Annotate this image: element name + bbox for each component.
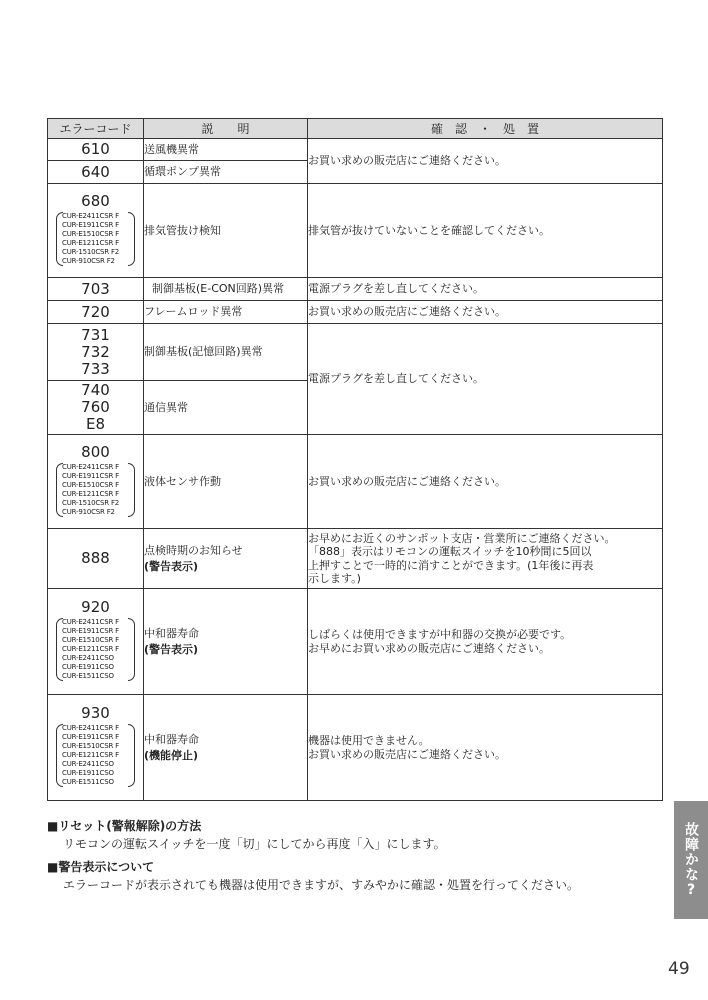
error-code: 800 CUR-E2411CSR F CUR-E1911CSR F CUR-E1510CSR F CUR-E1211CSR F CUR-1510CSR F2 CUR-910CSR F2 — [48, 435, 144, 529]
page-number: 49 — [668, 959, 690, 979]
table-row — [48, 529, 663, 589]
error-code: 610 — [48, 139, 144, 161]
table-row — [48, 139, 663, 161]
error-description: 通信異常 — [144, 381, 308, 435]
error-code: 731 732 733 — [48, 324, 144, 381]
error-action: お買い求めの販売店にご連絡ください。 — [308, 139, 663, 184]
error-description: 排気管抜け検知 — [144, 184, 308, 278]
model-list: CUR-E2411CSR F CUR-E1911CSR F CUR-E1510CSR F CUR-E1211CSR F CUR-E2411CSO CUR-E1911CSO CUR-E1511CSO — [56, 618, 135, 681]
error-code: 888 — [48, 529, 144, 589]
error-action: お早めにお近くのサンポット支店・営業所にご連絡ください。 「888」表示はリモコンの運転スイッチを10秒間に5回以 上押すことで一時的に消すことができます。(1年後に再表 示します。) — [308, 529, 663, 589]
error-code: 680 CUR-E2411CSR F CUR-E1911CSR F CUR-E1510CSR F CUR-E1211CSR F CUR-1510CSR F2 CUR-910CSR F2 — [48, 184, 144, 278]
error-action: 電源プラグを差し直してください。 — [308, 324, 663, 435]
reset-body: リモコンの運転スイッチを一度「切」にしてから再度「入」にします。 — [63, 837, 446, 851]
header-description: 説 明 — [144, 119, 308, 139]
table-header-row — [48, 119, 663, 139]
error-code: 930 CUR-E2411CSR F CUR-E1911CSR F CUR-E1510CSR F CUR-E1211CSR F CUR-E2411CSO CUR-E1911CSO CUR-E1511CSO — [48, 695, 144, 801]
error-action: しばらくは使用できますが中和器の交換が必要です。 お早めにお買い求めの販売店にご連絡ください。 — [308, 589, 663, 695]
table-row — [48, 278, 663, 301]
error-description: 液体センサ作動 — [144, 435, 308, 529]
error-code: 740 760 E8 — [48, 381, 144, 435]
error-description: 点検時期のお知らせ (警告表示) — [144, 529, 308, 589]
notes-section — [47, 818, 667, 900]
table-row — [48, 435, 663, 529]
table-row — [48, 184, 663, 278]
error-description: 送風機異常 — [144, 139, 308, 161]
error-action: 機器は使用できません。 お買い求めの販売店にご連絡ください。 — [308, 695, 663, 801]
error-description: 中和器寿命 (機能停止) — [144, 695, 308, 801]
header-action: 確 認 ・ 処 置 — [308, 119, 663, 139]
error-action: お買い求めの販売店にご連絡ください。 — [308, 435, 663, 529]
model-list: CUR-E2411CSR F CUR-E1911CSR F CUR-E1510CSR F CUR-E1211CSR F CUR-1510CSR F2 CUR-910CSR F2 — [56, 212, 135, 266]
error-description: 制御基板(E-CON回路)異常 — [144, 278, 308, 301]
error-code: 640 — [48, 161, 144, 184]
section-tab: 故障かな? — [674, 801, 708, 919]
table-row — [48, 695, 663, 801]
error-code-table — [47, 118, 663, 801]
error-code: 920 CUR-E2411CSR F CUR-E1911CSR F CUR-E1510CSR F CUR-E1211CSR F CUR-E2411CSO CUR-E1911CSO CUR-E1511CSO — [48, 589, 144, 695]
header-error-code: エラーコード — [48, 119, 144, 139]
model-list: CUR-E2411CSR F CUR-E1911CSR F CUR-E1510CSR F CUR-E1211CSR F CUR-1510CSR F2 CUR-910CSR F2 — [56, 463, 135, 517]
error-action: 排気管が抜けていないことを確認してください。 — [308, 184, 663, 278]
error-action: お買い求めの販売店にご連絡ください。 — [308, 301, 663, 324]
error-description: 制御基板(記憶回路)異常 — [144, 324, 308, 381]
model-list: CUR-E2411CSR F CUR-E1911CSR F CUR-E1510CSR F CUR-E1211CSR F CUR-E2411CSO CUR-E1911CSO CUR-E1511CSO — [56, 724, 135, 787]
reset-heading: ■リセット(警報解除)の方法 — [47, 819, 202, 833]
error-description: 循環ポンプ異常 — [144, 161, 308, 184]
error-code: 720 — [48, 301, 144, 324]
error-code: 703 — [48, 278, 144, 301]
warning-heading: ■警告表示について — [47, 860, 155, 874]
error-description: フレームロッド異常 — [144, 301, 308, 324]
table-row — [48, 324, 663, 381]
error-action: 電源プラグを差し直してください。 — [308, 278, 663, 301]
warning-body: エラーコードが表示されても機器は使用できますが、すみやかに確認・処置を行ってください。 — [63, 878, 580, 892]
table-row — [48, 301, 663, 324]
table-row — [48, 589, 663, 695]
error-description: 中和器寿命 (警告表示) — [144, 589, 308, 695]
